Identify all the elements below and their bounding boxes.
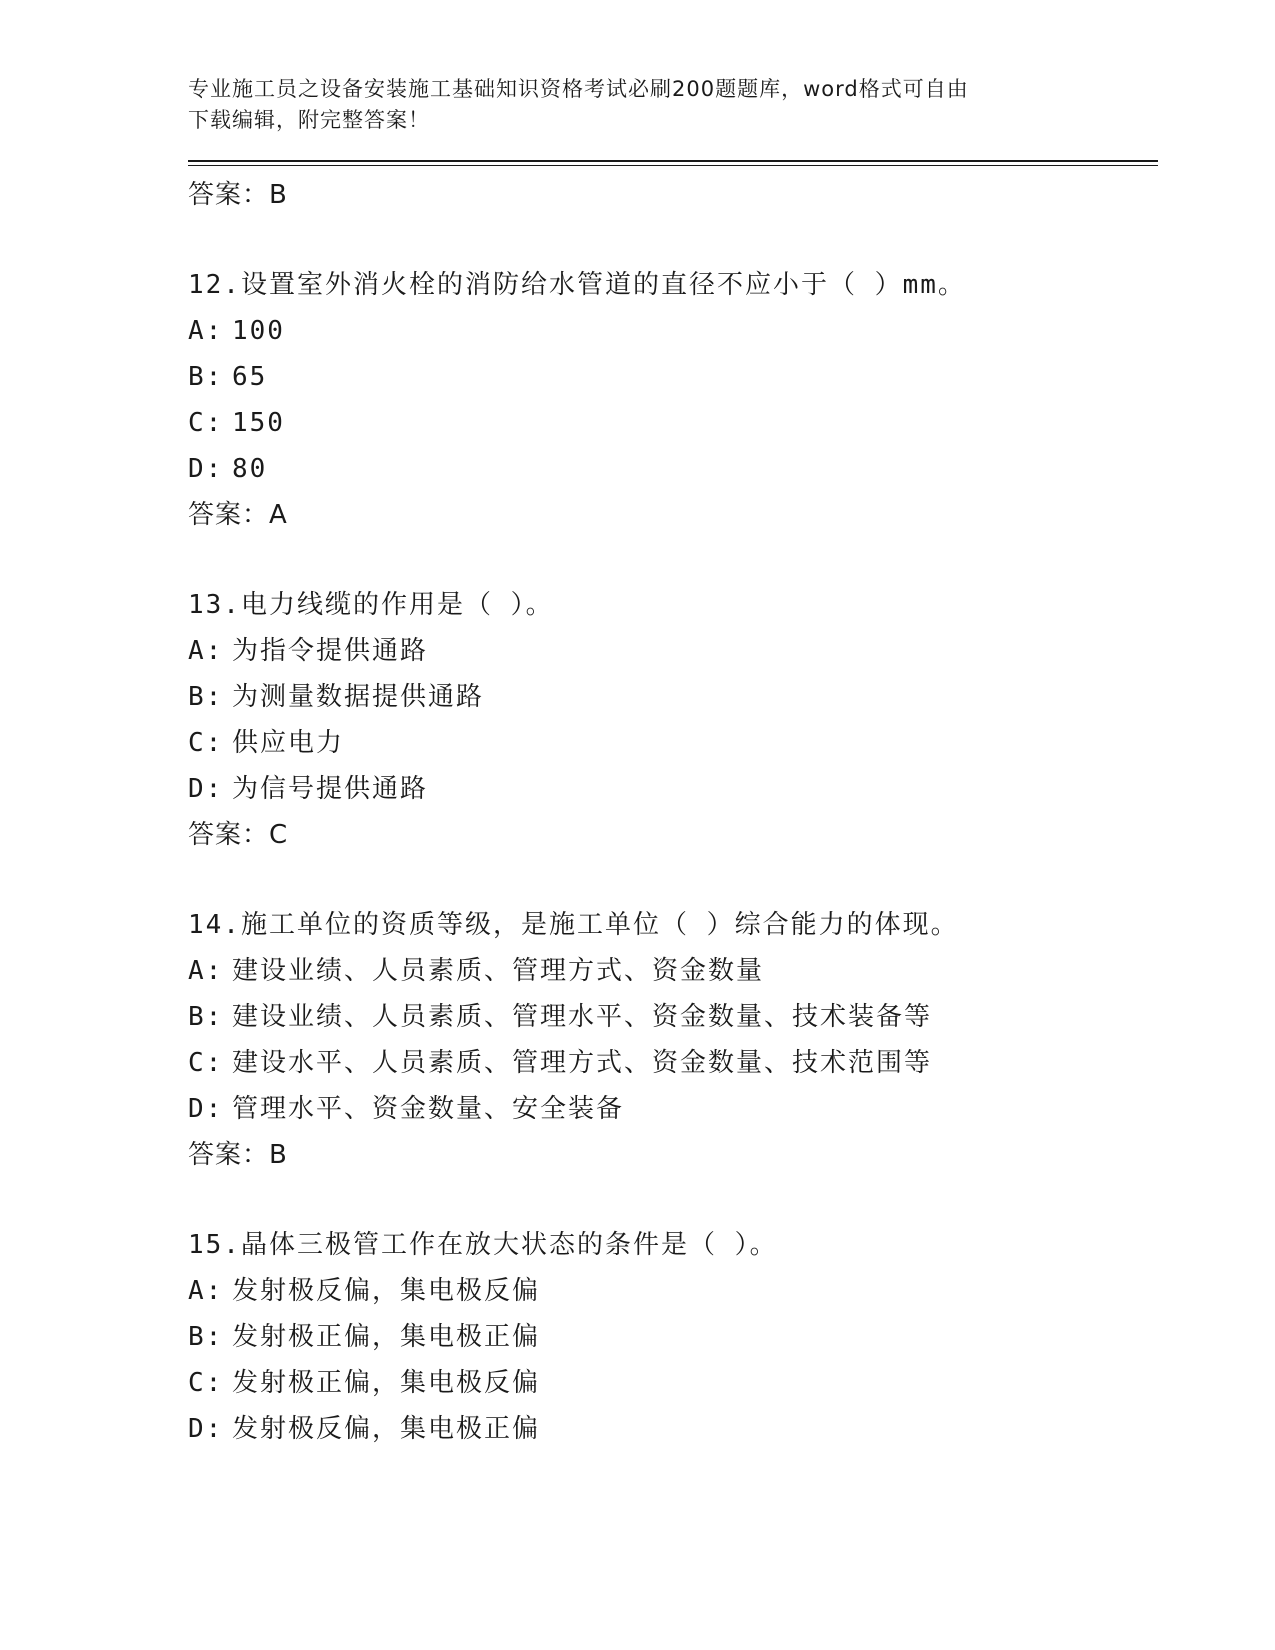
question-stem: 13.电力线缆的作用是（ ）。 xyxy=(188,590,554,620)
option-d xyxy=(188,766,1158,812)
option-letter: D: xyxy=(188,454,224,484)
option-letter: B: xyxy=(188,1002,224,1032)
option-text: 65 xyxy=(232,362,268,392)
option-letter: C: xyxy=(188,1048,224,1078)
option-b xyxy=(188,674,1158,720)
option-c xyxy=(188,1360,1158,1406)
option-b xyxy=(188,354,1158,400)
answer-line: 答案：A xyxy=(188,500,288,530)
option-text: 80 xyxy=(232,454,268,484)
header-line-2: 下载编辑，附完整答案！ xyxy=(188,108,430,132)
answer-line: 答案：B xyxy=(188,180,288,210)
option-letter: A: xyxy=(188,956,224,986)
option-a xyxy=(188,948,1158,994)
option-letter: B: xyxy=(188,1322,224,1352)
option-letter: D: xyxy=(188,1094,224,1124)
option-a xyxy=(188,308,1158,354)
option-letter: C: xyxy=(188,728,224,758)
option-b xyxy=(188,994,1158,1040)
option-text: 建设业绩、人员素质、管理水平、资金数量、技术装备等 xyxy=(232,1002,933,1032)
option-text: 150 xyxy=(232,408,285,438)
option-letter: A: xyxy=(188,636,224,666)
option-d xyxy=(188,1086,1158,1132)
question-stem: 15.晶体三极管工作在放大状态的条件是（ ）。 xyxy=(188,1230,778,1260)
option-text: 发射极反偏，集电极反偏 xyxy=(232,1276,541,1306)
option-text: 建设业绩、人员素质、管理方式、资金数量 xyxy=(232,956,765,986)
answer-line: 答案：C xyxy=(188,820,289,850)
option-c xyxy=(188,1040,1158,1086)
option-letter: D: xyxy=(188,1414,224,1444)
question-14 xyxy=(188,902,1158,1178)
option-letter: A: xyxy=(188,316,224,346)
document-header xyxy=(188,74,1068,136)
option-letter: D: xyxy=(188,774,224,804)
option-d xyxy=(188,1406,1158,1452)
document-page xyxy=(188,74,1158,1452)
option-letter: C: xyxy=(188,408,224,438)
option-text: 为测量数据提供通路 xyxy=(232,682,485,712)
question-12 xyxy=(188,262,1158,538)
header-line-1: 专业施工员之设备安装施工基础知识资格考试必刷200题题库，word格式可自由 xyxy=(188,77,969,101)
option-text: 供应电力 xyxy=(232,728,345,758)
option-c xyxy=(188,400,1158,446)
option-b xyxy=(188,1314,1158,1360)
option-c xyxy=(188,720,1158,766)
question-13 xyxy=(188,582,1158,858)
option-d xyxy=(188,446,1158,492)
header-divider xyxy=(188,160,1158,166)
question-stem: 12.设置室外消火栓的消防给水管道的直径不应小于（ ）mm。 xyxy=(188,270,966,300)
option-text: 发射极正偏，集电极反偏 xyxy=(232,1368,541,1398)
question-stem: 14.施工单位的资质等级，是施工单位（ ）综合能力的体现。 xyxy=(188,910,959,940)
option-text: 管理水平、资金数量、安全装备 xyxy=(232,1094,625,1124)
option-letter: B: xyxy=(188,682,224,712)
option-text: 100 xyxy=(232,316,285,346)
option-letter: B: xyxy=(188,362,224,392)
option-letter: C: xyxy=(188,1368,224,1398)
option-a xyxy=(188,628,1158,674)
option-text: 发射极反偏，集电极正偏 xyxy=(232,1414,541,1444)
option-text: 为指令提供通路 xyxy=(232,636,429,666)
option-text: 为信号提供通路 xyxy=(232,774,429,804)
option-a xyxy=(188,1268,1158,1314)
question-15 xyxy=(188,1222,1158,1452)
option-text: 发射极正偏，集电极正偏 xyxy=(232,1322,541,1352)
option-letter: A: xyxy=(188,1276,224,1306)
option-text: 建设水平、人员素质、管理方式、资金数量、技术范围等 xyxy=(232,1048,933,1078)
answer-line: 答案：B xyxy=(188,1140,288,1170)
